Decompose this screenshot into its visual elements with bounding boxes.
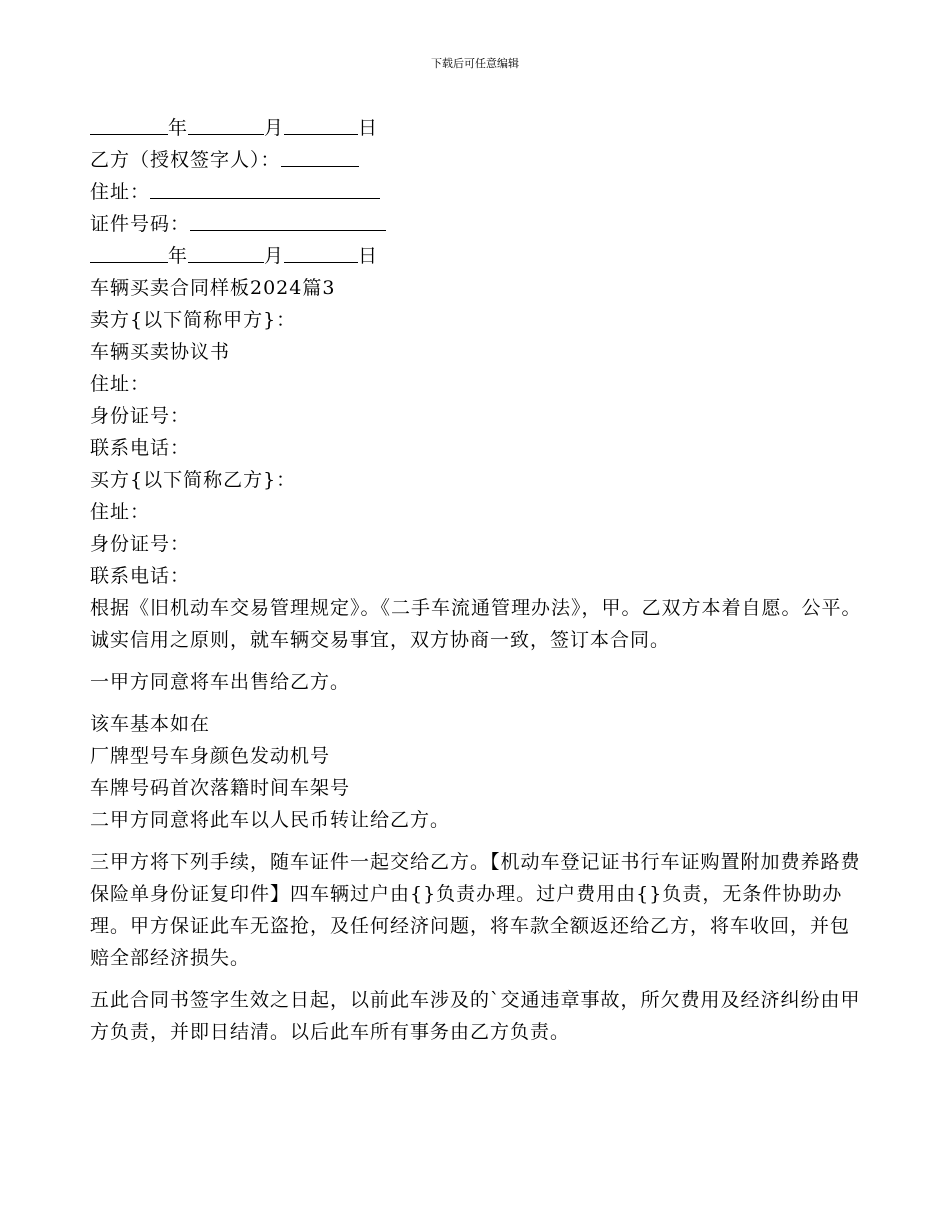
clause-2: 二甲方同意将此车以人民币转让给乙方。: [90, 809, 451, 831]
day-blank: [284, 115, 358, 135]
id-signature-line: [90, 208, 865, 240]
seller-id-number: 身份证号：: [90, 405, 191, 427]
year-blank: [90, 243, 168, 263]
month-blank: [188, 115, 264, 135]
address-signature-line: [90, 176, 865, 208]
clause-3: 三甲方将下列手续，随车证件一起交给乙方。【机动车登记证书行车证购置附加费养路费保险单身份证复印件】四车辆过户由{}负责办理。过户费用由{}负责，无条件协助办理。甲方保证此车无盗抢，及任何经济问题，将车款全额返还给乙方，将车收回，并包赔全部经济损失。: [90, 851, 861, 969]
basic-info-line: 该车基本如在: [90, 713, 211, 735]
id-signature-label: 证件号码：: [90, 213, 191, 235]
section-title: 车辆买卖合同样板2024篇3: [90, 277, 336, 299]
seller-phone: 联系电话：: [90, 437, 191, 459]
year-label: 年: [168, 117, 189, 139]
address-signature-label: 住址：: [90, 181, 151, 203]
clause-5: 五此合同书签字生效之日起，以前此车涉及的`交通违章事故，所欠费用及经济纠纷由甲方负责，并即日结清。以后此车所有事务由乙方负责。: [90, 989, 861, 1043]
id-signature-blank: [190, 211, 386, 231]
day-blank: [284, 243, 358, 263]
clause-1: 一甲方同意将车出售给乙方。: [90, 671, 351, 693]
year-label: 年: [168, 245, 189, 267]
year-blank: [90, 115, 168, 135]
party-b-signature-label: 乙方（授权签字人）：: [90, 149, 281, 171]
page-header: 下载后可任意编辑: [431, 57, 519, 70]
date-line-2: [90, 240, 865, 272]
day-label: 日: [358, 117, 379, 139]
buyer-address: 住址：: [90, 501, 151, 523]
seller-heading: 卖方{以下简称甲方}：: [90, 309, 297, 331]
intro-paragraph: 根据《旧机动车交易管理规定》。《二手车流通管理办法》，甲。乙双方本着自愿。公平。诚实信用之原则，就车辆交易事宜，双方协商一致，签订本合同。: [90, 597, 862, 651]
month-label: 月: [264, 117, 285, 139]
month-label: 月: [264, 245, 285, 267]
vehicle-fields-row-2: 车牌号码首次落籍时间车架号: [90, 777, 351, 799]
buyer-id-number: 身份证号：: [90, 533, 191, 555]
day-label: 日: [358, 245, 379, 267]
seller-address: 住址：: [90, 373, 151, 395]
month-blank: [188, 243, 264, 263]
buyer-heading: 买方{以下简称乙方}：: [90, 469, 297, 491]
buyer-phone: 联系电话：: [90, 565, 191, 587]
agreement-title: 车辆买卖协议书: [90, 341, 231, 363]
document-body: [90, 112, 865, 1048]
vehicle-fields-row-1: 厂牌型号车身颜色发动机号: [90, 745, 331, 767]
date-line-1: [90, 112, 865, 144]
address-signature-blank: [150, 179, 380, 199]
party-b-signature-line: [90, 144, 865, 176]
party-b-signature-blank: [281, 147, 359, 167]
